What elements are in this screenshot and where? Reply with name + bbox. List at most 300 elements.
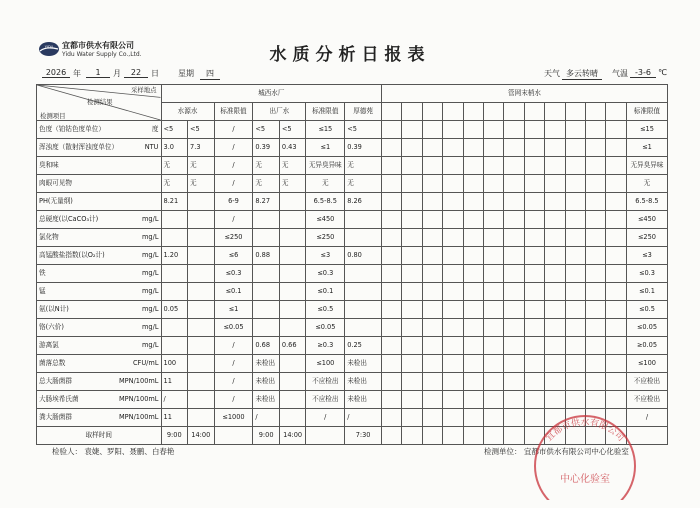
table-row [37, 139, 668, 157]
header-site: 厚德苑 [345, 103, 382, 121]
value-net1: 未检出 [345, 391, 382, 409]
value-lim2: 无 [306, 175, 345, 193]
empty-cell [606, 319, 626, 337]
empty-cell [524, 337, 544, 355]
empty-cell [565, 175, 585, 193]
empty-cell [484, 211, 504, 229]
value-src2 [188, 355, 215, 373]
item-name-cell [37, 247, 162, 265]
value-src1 [161, 319, 188, 337]
empty-cell [586, 175, 606, 193]
item-name-cell [37, 211, 162, 229]
value-src2: 无 [188, 175, 215, 193]
value-out2 [279, 211, 306, 229]
value-lim3: ≥0.05 [626, 337, 667, 355]
empty-cell [402, 211, 422, 229]
value-src2 [188, 265, 215, 283]
empty-cell [463, 283, 483, 301]
empty-cell [524, 355, 544, 373]
weather-value: 多云转晴 [562, 68, 602, 80]
empty-cell [545, 337, 565, 355]
value-lim1: / [214, 157, 253, 175]
empty-cell [443, 229, 463, 247]
empty-cell [586, 121, 606, 139]
item-name: PH(无量纲) [39, 197, 73, 206]
empty-cell [586, 355, 606, 373]
svg-text:宜都市供水有限公司 [543, 416, 627, 444]
value-out1: 未检出 [253, 391, 280, 409]
empty-cell [402, 319, 422, 337]
empty-cell [422, 355, 442, 373]
empty-cell [463, 391, 483, 409]
value-out2 [279, 409, 306, 427]
empty-cell [484, 157, 504, 175]
date-day-unit: 日 [151, 69, 159, 78]
empty-cell [463, 211, 483, 229]
value-out1: 0.88 [253, 247, 280, 265]
header-limit-3: 标准限值 [626, 103, 667, 121]
value-lim3: ≤3 [626, 247, 667, 265]
value-src2: 无 [188, 157, 215, 175]
time-net1: 7:30 [345, 427, 382, 445]
value-lim2: ≤450 [306, 211, 345, 229]
empty-cell [524, 319, 544, 337]
inspector-label: 检验人： [52, 447, 82, 456]
value-lim1: / [214, 355, 253, 373]
item-name: 菌落总数 [39, 359, 66, 368]
sampling-time-label: 取样时间 [37, 427, 162, 445]
empty-cell [443, 373, 463, 391]
value-lim3: ≤450 [626, 211, 667, 229]
empty-cell [565, 301, 585, 319]
empty-cell [402, 139, 422, 157]
value-lim3: ≤250 [626, 229, 667, 247]
value-src2 [188, 337, 215, 355]
item-name: 臭和味 [39, 161, 59, 170]
empty-cell [382, 391, 402, 409]
empty-cell [402, 247, 422, 265]
empty-cell [382, 157, 402, 175]
value-out2: <5 [279, 121, 306, 139]
empty-cell [484, 409, 504, 427]
item-name-cell [37, 337, 162, 355]
empty-cell [545, 175, 565, 193]
item-unit: MPN/100mL [118, 395, 159, 404]
empty-cell [382, 319, 402, 337]
empty-cell [422, 337, 442, 355]
value-out1: 未检出 [253, 355, 280, 373]
empty-cell [545, 301, 565, 319]
time-out2: 14:00 [279, 427, 306, 445]
empty-cell [463, 355, 483, 373]
value-src1: 1.20 [161, 247, 188, 265]
item-unit: mg/L [141, 251, 159, 260]
empty-cell [524, 193, 544, 211]
value-lim2: 不应检出 [306, 373, 345, 391]
header-row-1 [37, 85, 668, 103]
table-row [37, 175, 668, 193]
empty-cell [545, 193, 565, 211]
value-out1: 未检出 [253, 373, 280, 391]
diagonal-header-cell [37, 85, 162, 121]
empty-cell [382, 229, 402, 247]
empty-cell [524, 373, 544, 391]
empty-cell [545, 247, 565, 265]
empty-cell [565, 247, 585, 265]
empty-cell [545, 265, 565, 283]
table-row [37, 211, 668, 229]
empty-cell [443, 427, 463, 445]
empty-cell [463, 247, 483, 265]
table-row [37, 355, 668, 373]
item-name: 总硬度(以CaCO₃计) [39, 215, 99, 224]
empty-cell [463, 373, 483, 391]
date-year: 2026 [42, 68, 70, 78]
empty-cell [606, 157, 626, 175]
item-name: 高锰酸盐指数(以O₂计) [39, 251, 105, 260]
value-lim3: / [626, 409, 667, 427]
item-name: 大肠埃希氏菌 [39, 395, 79, 404]
value-lim3: 无 [626, 175, 667, 193]
item-name: 铁 [39, 269, 46, 278]
empty-cell [214, 427, 253, 445]
empty-cell [606, 373, 626, 391]
empty-cell [545, 283, 565, 301]
company-name-en: Yidu Water Supply Co.,Ltd. [62, 51, 142, 58]
value-lim3: ≤0.3 [626, 265, 667, 283]
empty-cell [463, 427, 483, 445]
value-out2: 0.43 [279, 139, 306, 157]
empty-cell [402, 301, 422, 319]
value-src1 [161, 211, 188, 229]
date-month-unit: 月 [113, 69, 121, 78]
empty-cell [504, 193, 524, 211]
value-src1: 8.21 [161, 193, 188, 211]
inspector-names: 袁婕、罗阳、聂鹏、白春艳 [84, 447, 175, 456]
empty-cell [402, 175, 422, 193]
value-lim3: ≤100 [626, 355, 667, 373]
empty-cell [402, 193, 422, 211]
empty-cell [422, 319, 442, 337]
value-out1 [253, 211, 280, 229]
item-unit: mg/L [141, 305, 159, 314]
empty-cell [382, 211, 402, 229]
seal-top-text: 宜都市供水有限公司 [544, 418, 626, 444]
empty-cell [402, 427, 422, 445]
item-name: 氨(以N计) [39, 305, 69, 314]
item-name: 浑浊度（散射浑浊度单位） [39, 143, 119, 152]
value-out1: 无 [253, 157, 280, 175]
empty-cell [422, 265, 442, 283]
empty-cell [382, 121, 402, 139]
empty-cell [565, 193, 585, 211]
empty-cell [586, 265, 606, 283]
empty-cell [443, 301, 463, 319]
empty-cell [545, 319, 565, 337]
value-net1 [345, 283, 382, 301]
empty-cell [463, 301, 483, 319]
empty-cell [565, 229, 585, 247]
empty-cell [484, 175, 504, 193]
table-row [37, 319, 668, 337]
value-lim1: ≤0.3 [214, 265, 253, 283]
value-src1: 100 [161, 355, 188, 373]
item-name-cell [37, 283, 162, 301]
value-lim1: ≤1 [214, 301, 253, 319]
empty-cell [422, 391, 442, 409]
value-net1: 未检出 [345, 355, 382, 373]
value-lim3: 6.5-8.5 [626, 193, 667, 211]
inspector-line [52, 446, 174, 457]
empty-cell [382, 175, 402, 193]
empty-cell [463, 409, 483, 427]
empty-cell [606, 121, 626, 139]
value-src2 [188, 283, 215, 301]
value-lim3: ≤0.1 [626, 283, 667, 301]
value-net1 [345, 211, 382, 229]
date-day: 22 [124, 68, 148, 78]
empty-cell [484, 301, 504, 319]
time-out1: 9:00 [253, 427, 280, 445]
empty-cell [402, 157, 422, 175]
empty-cell [545, 373, 565, 391]
header-sample-point: 采样地点 [130, 86, 157, 94]
empty-cell [586, 247, 606, 265]
empty-cell [504, 175, 524, 193]
empty-cell [586, 229, 606, 247]
item-name: 游离氯 [39, 341, 59, 350]
empty-cell [484, 121, 504, 139]
empty-cell [606, 337, 626, 355]
table-row [37, 157, 668, 175]
logo-mark-text: YIDU [44, 45, 54, 49]
empty-cell [443, 211, 463, 229]
company-name-cn: 宜都市供水有限公司 [62, 41, 134, 50]
date-year-unit: 年 [73, 69, 81, 78]
empty-cell [463, 139, 483, 157]
empty-cell [484, 355, 504, 373]
value-net1: 0.39 [345, 139, 382, 157]
value-out1 [253, 301, 280, 319]
value-out1 [253, 229, 280, 247]
empty-cell [422, 283, 442, 301]
value-net1: <5 [345, 121, 382, 139]
empty-cell [484, 247, 504, 265]
value-out2: 无 [279, 175, 306, 193]
value-src1: / [161, 391, 188, 409]
item-unit: mg/L [141, 233, 159, 242]
temp-label: 气温 [612, 69, 628, 78]
value-lim1: ≤1000 [214, 409, 253, 427]
value-net1 [345, 229, 382, 247]
table-row [37, 337, 668, 355]
empty-cell [484, 337, 504, 355]
empty-cell [463, 157, 483, 175]
value-lim2: ≤0.1 [306, 283, 345, 301]
value-src1 [161, 337, 188, 355]
empty-cell [402, 391, 422, 409]
weekday-label: 星期 [178, 69, 194, 78]
empty-cell [463, 265, 483, 283]
table-row [37, 121, 668, 139]
empty-cell [504, 283, 524, 301]
empty-cell [565, 373, 585, 391]
value-lim3: ≤1 [626, 139, 667, 157]
value-out1 [253, 265, 280, 283]
item-unit: MPN/100mL [118, 413, 159, 422]
empty-cell [565, 319, 585, 337]
item-name-cell [37, 391, 162, 409]
value-lim1: 6-9 [214, 193, 253, 211]
value-net1: 0.80 [345, 247, 382, 265]
time-src2: 14:00 [188, 427, 215, 445]
empty-cell [606, 265, 626, 283]
value-src1: <5 [161, 121, 188, 139]
item-name-cell [37, 355, 162, 373]
table-row [37, 229, 668, 247]
value-src2 [188, 373, 215, 391]
date-month: 1 [86, 68, 110, 78]
empty-cell [422, 139, 442, 157]
empty-cell [586, 337, 606, 355]
empty-cell [443, 391, 463, 409]
item-name-cell [37, 301, 162, 319]
item-unit: CFU/mL [132, 359, 159, 368]
item-unit: mg/L [141, 215, 159, 224]
item-unit: NTU [144, 143, 159, 152]
value-net1 [345, 301, 382, 319]
value-lim1: ≤6 [214, 247, 253, 265]
empty-cell [586, 211, 606, 229]
item-name-cell [37, 409, 162, 427]
empty-cell [484, 373, 504, 391]
empty-cell [422, 121, 442, 139]
empty-cell [382, 409, 402, 427]
empty-cell [545, 229, 565, 247]
header-outlet-water: 出厂水 [253, 103, 306, 121]
item-name-cell [37, 229, 162, 247]
empty-cell [422, 157, 442, 175]
value-lim2: / [306, 409, 345, 427]
empty-cell [382, 265, 402, 283]
value-lim1: / [214, 139, 253, 157]
empty-cell [586, 139, 606, 157]
empty-cell [504, 337, 524, 355]
value-out2: 0.66 [279, 337, 306, 355]
empty-cell [463, 229, 483, 247]
item-name-cell [37, 157, 162, 175]
empty-cell [606, 193, 626, 211]
weather-label: 天气 [544, 69, 560, 78]
empty-cell [504, 211, 524, 229]
value-out2 [279, 319, 306, 337]
testing-unit-value: 宜都市供水有限公司中心化验室 [523, 447, 629, 456]
item-unit: mg/L [141, 341, 159, 350]
value-lim2: ≤0.5 [306, 301, 345, 319]
empty-cell [422, 409, 442, 427]
value-out1: 8.27 [253, 193, 280, 211]
empty-cell [484, 265, 504, 283]
empty-cell [402, 265, 422, 283]
empty-cell [402, 409, 422, 427]
header-limit-1: 标准限值 [214, 103, 253, 121]
empty-cell [524, 157, 544, 175]
empty-cell [443, 175, 463, 193]
item-unit: 度 [151, 125, 159, 134]
value-src1: 11 [161, 409, 188, 427]
value-src2 [188, 409, 215, 427]
header-item: 检测项目 [40, 112, 66, 120]
empty-cell [606, 229, 626, 247]
empty-cell [422, 427, 442, 445]
empty-cell [545, 355, 565, 373]
item-name: 氯化物 [39, 233, 59, 242]
value-lim2: 无异臭异味 [306, 157, 345, 175]
value-net1 [345, 319, 382, 337]
value-net1: 未检出 [345, 373, 382, 391]
empty-cell [504, 247, 524, 265]
value-lim2: ≤250 [306, 229, 345, 247]
item-name: 色度（铂钴色度单位） [39, 125, 105, 134]
value-lim1: ≤0.1 [214, 283, 253, 301]
empty-cell [586, 319, 606, 337]
empty-cell [382, 301, 402, 319]
empty-cell [402, 121, 422, 139]
empty-cell [463, 121, 483, 139]
empty-cell [524, 139, 544, 157]
empty-cell [382, 355, 402, 373]
empty-cell [402, 373, 422, 391]
date-line [32, 68, 672, 82]
empty-cell [382, 427, 402, 445]
empty-cell [484, 139, 504, 157]
empty-cell [504, 139, 524, 157]
empty-cell [484, 427, 504, 445]
empty-cell [443, 265, 463, 283]
water-quality-table [36, 84, 668, 445]
table-row [37, 283, 668, 301]
empty-cell [545, 157, 565, 175]
value-src2 [188, 211, 215, 229]
value-lim2: ≤15 [306, 121, 345, 139]
value-out2: 无 [279, 157, 306, 175]
empty-cell [443, 355, 463, 373]
value-lim3: 无异臭异味 [626, 157, 667, 175]
empty-cell [484, 193, 504, 211]
seal-bottom-text: 中心化验室 [560, 474, 610, 485]
item-name-cell [37, 265, 162, 283]
empty-cell [524, 265, 544, 283]
empty-cell [524, 283, 544, 301]
value-src2 [188, 193, 215, 211]
value-lim2: ≤0.3 [306, 265, 345, 283]
empty-cell [484, 229, 504, 247]
empty-cell [606, 283, 626, 301]
value-src2 [188, 319, 215, 337]
value-src1: 3.0 [161, 139, 188, 157]
empty-cell [422, 229, 442, 247]
empty-cell [402, 355, 422, 373]
value-src1 [161, 265, 188, 283]
empty-cell [606, 211, 626, 229]
value-lim2: ≤1 [306, 139, 345, 157]
header-source-water: 水源水 [161, 103, 214, 121]
empty-cell [484, 283, 504, 301]
empty-cell [524, 211, 544, 229]
value-out1: 0.39 [253, 139, 280, 157]
empty-cell [586, 283, 606, 301]
empty-cell [422, 211, 442, 229]
